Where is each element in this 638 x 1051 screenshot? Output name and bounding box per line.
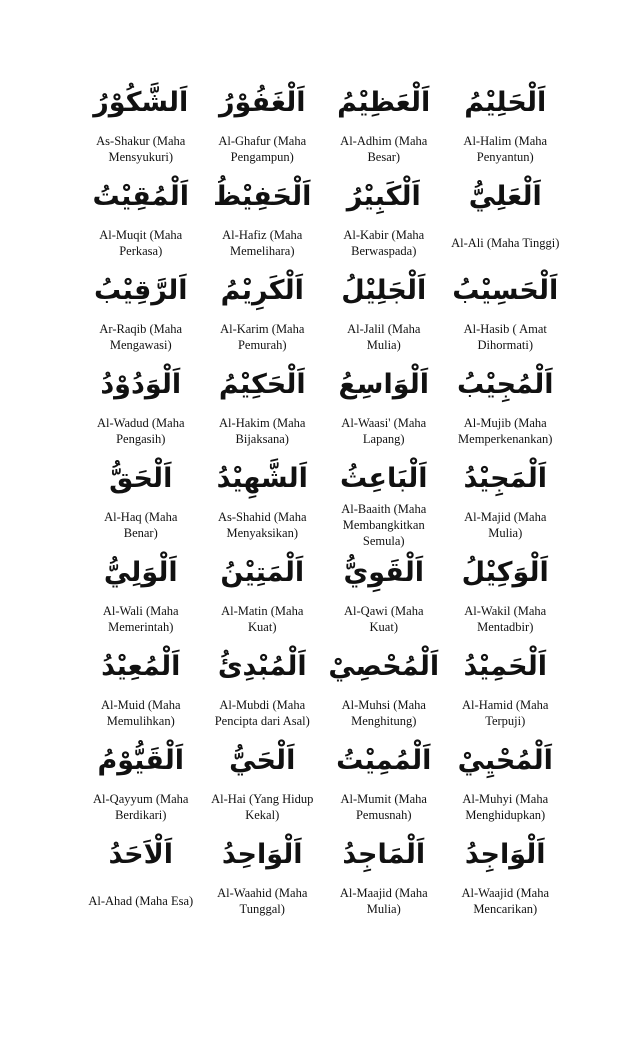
name-label: Al-Qawi (Maha Kuat) — [344, 603, 424, 634]
name-label: Al-Haq (Maha Benar) — [104, 509, 178, 540]
arabic-calligraphy: اَلْمُبْدِئُ — [217, 650, 307, 682]
name-cell — [323, 360, 445, 454]
name-cell — [202, 830, 324, 924]
arabic-calligraphy: اَلْحَفِيْظُ — [213, 180, 312, 212]
name-cell — [323, 266, 445, 360]
name-label: Al-Ahad (Maha Esa) — [88, 893, 194, 908]
name-cell — [445, 360, 567, 454]
name-cell — [202, 172, 324, 266]
arabic-calligraphy: اَلْوَاجِدُ — [464, 838, 546, 870]
name-label: Al-Wakil (Maha Mentadbir) — [464, 603, 547, 634]
arabic-calligraphy: اَلْمُقِيْتُ — [92, 180, 190, 212]
name-label: Al-Hai (Yang Hidup Kekal) — [211, 791, 314, 822]
arabic-calligraphy: اَلْحَمِيْدُ — [463, 650, 548, 682]
name-label: Al-Hamid (Maha Terpuji) — [462, 697, 549, 728]
name-label: Al-Jalil (Maha Mulia) — [347, 321, 421, 352]
arabic-calligraphy: اَلْمَجِيْدُ — [463, 462, 548, 494]
arabic-calligraphy: اَلْغَفُوْرُ — [218, 86, 306, 118]
name-label: Al-Hasib ( Amat Dihormati) — [463, 321, 547, 352]
name-label: Al-Mujib (Maha Memperkenankan) — [458, 415, 553, 446]
name-label: Al-Halim (Maha Penyantun) — [463, 133, 548, 164]
name-cell — [445, 548, 567, 642]
name-label: Al-Majid (Maha Mulia) — [464, 509, 547, 540]
name-cell — [80, 266, 202, 360]
name-cell — [202, 454, 324, 548]
name-label: Al-Muqit (Maha Perkasa) — [99, 227, 183, 258]
name-cell — [323, 642, 445, 736]
name-cell — [202, 642, 324, 736]
name-cell — [80, 736, 202, 830]
name-cell — [323, 830, 445, 924]
name-cell — [202, 548, 324, 642]
name-label: Al-Adhim (Maha Besar) — [340, 133, 428, 164]
name-label: Al-Muid (Maha Memulihkan) — [101, 697, 181, 728]
name-cell — [445, 78, 567, 172]
name-cell — [80, 360, 202, 454]
arabic-calligraphy: اَلْوَكِيْلُ — [461, 556, 549, 588]
name-label: Al-Wali (Maha Memerintah) — [102, 603, 179, 634]
name-label: Ar-Raqib (Maha Mengawasi) — [99, 321, 183, 352]
arabic-calligraphy: اَلْبَاعِثُ — [339, 462, 428, 494]
name-label: Al-Waajid (Maha Mencarikan) — [461, 885, 549, 916]
name-label: Al-Muhsi (Maha Menghitung) — [341, 697, 426, 728]
name-cell — [323, 454, 445, 548]
arabic-calligraphy: اَلْوَدُوْدُ — [100, 368, 182, 400]
arabic-calligraphy: اَلْحَيُّ — [229, 744, 296, 776]
name-cell — [323, 172, 445, 266]
arabic-calligraphy: اَلرَّقِيْبُ — [94, 274, 188, 306]
arabic-calligraphy: اَلْمَاجِدُ — [342, 838, 426, 870]
arabic-calligraphy: اَلْحَلِيْمُ — [464, 86, 547, 118]
name-cell — [202, 360, 324, 454]
name-label: Al-Maajid (Maha Mulia) — [339, 885, 428, 916]
name-cell — [202, 736, 324, 830]
name-cell — [445, 266, 567, 360]
name-cell — [445, 172, 567, 266]
name-label: Al-Waasi' (Maha Lapang) — [341, 415, 427, 446]
arabic-calligraphy: اَلْحَقُّ — [109, 462, 173, 494]
names-grid — [80, 78, 566, 924]
name-cell — [445, 642, 567, 736]
arabic-calligraphy: اَلْمُحْيِيْ — [457, 744, 553, 776]
name-label: Al-Ali (Maha Tinggi) — [451, 235, 560, 250]
name-label: Al-Baaith (Maha Membangkitkan Semula) — [341, 501, 427, 549]
arabic-calligraphy: اَلْكَبِيْرُ — [346, 180, 421, 212]
arabic-calligraphy: اَلشَّهِيْدُ — [216, 462, 308, 494]
name-cell — [80, 172, 202, 266]
name-cell — [445, 830, 567, 924]
arabic-calligraphy: اَلْوَلِيُّ — [103, 556, 178, 588]
name-label: Al-Mumit (Maha Pemusnah) — [340, 791, 427, 822]
name-cell — [323, 736, 445, 830]
name-cell — [202, 266, 324, 360]
name-label: Al-Wadud (Maha Pengasih) — [96, 415, 185, 446]
arabic-calligraphy: اَلْمُمِيْتُ — [336, 744, 432, 776]
arabic-calligraphy: اَلْكَرِيْمُ — [220, 274, 304, 306]
arabic-calligraphy: اَلْوَاسِعُ — [338, 368, 430, 400]
arabic-calligraphy: اَلْمُحْصِيْ — [328, 650, 440, 682]
arabic-calligraphy: اَلْجَلِيْلُ — [341, 274, 427, 306]
name-label: As-Shahid (Maha Menyaksikan) — [217, 509, 307, 540]
name-cell — [80, 78, 202, 172]
arabic-calligraphy: اَلْعَظِيْمُ — [337, 86, 431, 118]
name-label: Al-Qayyum (Maha Berdikari) — [93, 791, 189, 822]
name-cell — [323, 78, 445, 172]
name-cell — [80, 830, 202, 924]
arabic-calligraphy: اَلْاَحَدُ — [108, 838, 173, 870]
name-label: Al-Mubdi (Maha Pencipta dari Asal) — [214, 697, 310, 728]
arabic-calligraphy: اَلْقَوِيُّ — [343, 556, 424, 588]
name-label: Al-Kabir (Maha Berwaspada) — [343, 227, 425, 258]
name-cell — [80, 548, 202, 642]
name-label: Al-Karim (Maha Pemurah) — [220, 321, 305, 352]
arabic-calligraphy: اَلْحَسِيْبُ — [452, 274, 559, 306]
name-cell — [323, 548, 445, 642]
name-cell — [202, 78, 324, 172]
name-cell — [80, 454, 202, 548]
arabic-calligraphy: اَلْمُجِيْبُ — [456, 368, 554, 400]
arabic-calligraphy: اَلْقَيُّوْمُ — [97, 744, 185, 776]
name-cell — [445, 454, 567, 548]
arabic-calligraphy: اَلشَّكُوْرُ — [93, 86, 189, 118]
name-label: Al-Ghafur (Maha Pengampun) — [218, 133, 307, 164]
name-label: Al-Matin (Maha Kuat) — [221, 603, 304, 634]
name-label: Al-Muhyi (Maha Menghidupkan) — [462, 791, 549, 822]
arabic-calligraphy: اَلْمُعِيْدُ — [101, 650, 181, 682]
arabic-calligraphy: اَلْوَاحِدُ — [221, 838, 303, 870]
arabic-calligraphy: اَلْعَلِيُّ — [468, 180, 542, 212]
name-label: Al-Hakim (Maha Bijaksana) — [219, 415, 306, 446]
arabic-calligraphy: اَلْحَكِيْمُ — [218, 368, 306, 400]
name-label: Al-Waahid (Maha Tunggal) — [217, 885, 308, 916]
name-label: As-Shakur (Maha Mensyukuri) — [96, 133, 186, 164]
name-label: Al-Hafiz (Maha Memelihara) — [222, 227, 303, 258]
name-cell — [445, 736, 567, 830]
name-cell — [80, 642, 202, 736]
arabic-calligraphy: اَلْمَتِيْنُ — [220, 556, 305, 588]
